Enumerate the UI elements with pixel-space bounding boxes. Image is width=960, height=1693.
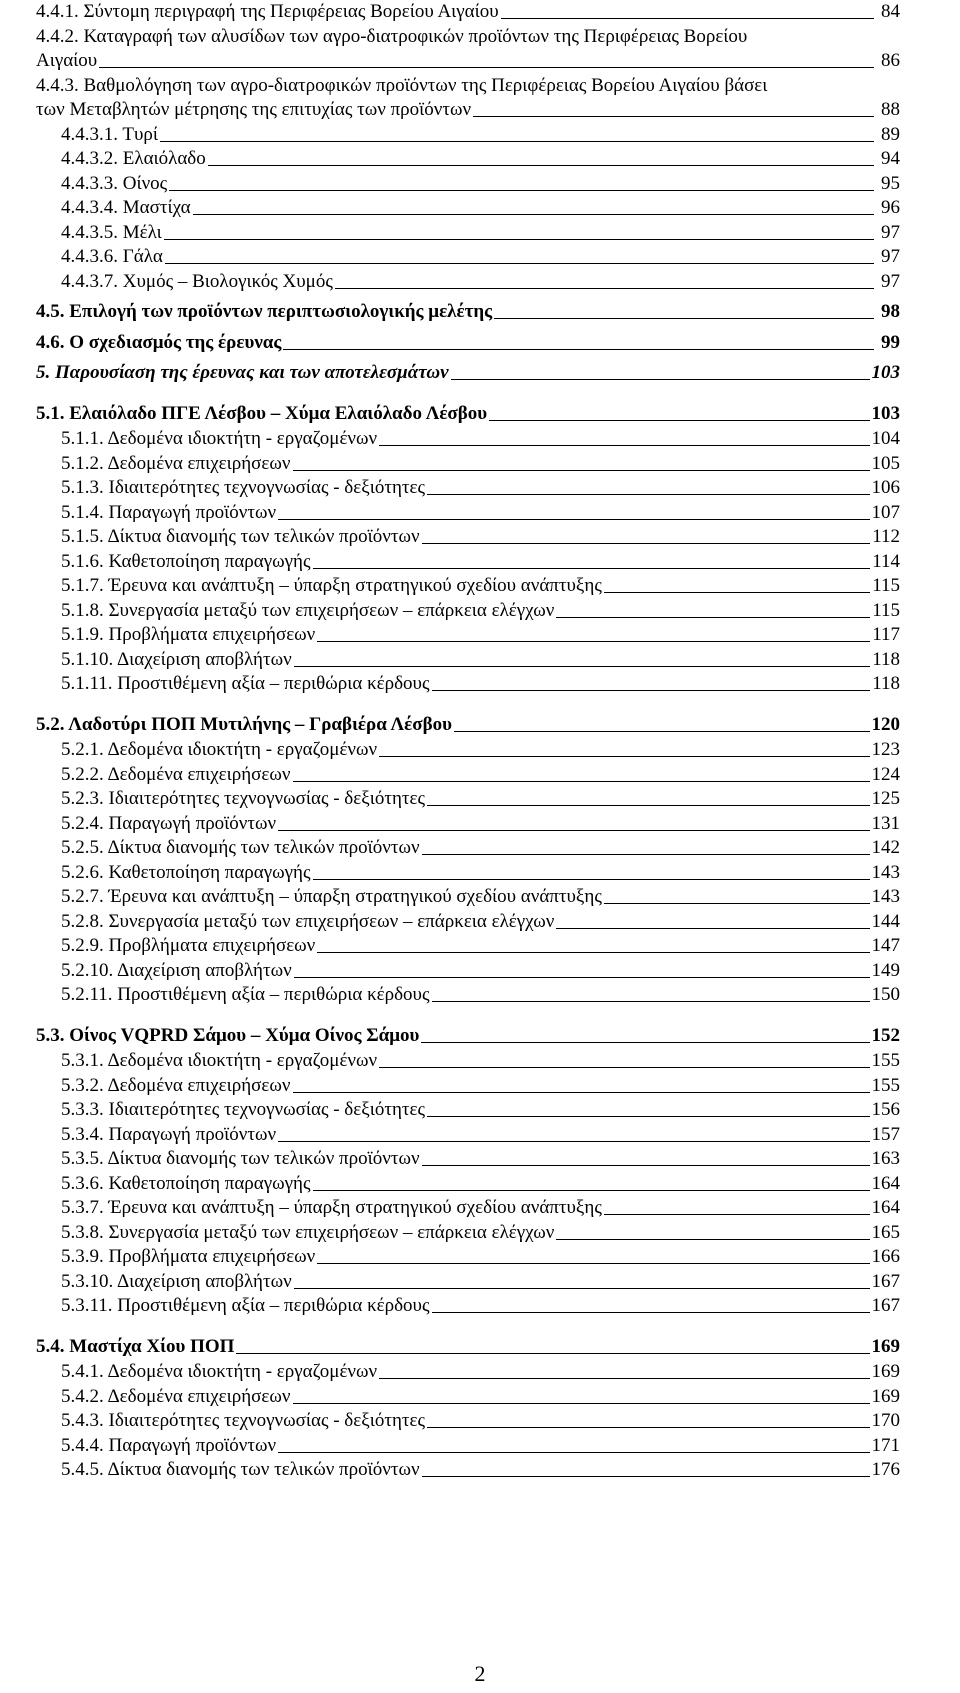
toc-entry-title: 5.2.10. Διαχείριση αποβλήτων bbox=[61, 959, 292, 981]
toc-page-number: 142 bbox=[871, 837, 900, 858]
toc-entry[interactable] bbox=[36, 98, 900, 120]
toc-entry[interactable] bbox=[61, 1074, 900, 1096]
toc-entry[interactable] bbox=[36, 0, 900, 22]
toc-page-number: 156 bbox=[871, 1099, 900, 1120]
toc-entry-title: 5.1.5. Δίκτυα διανομής των τελικών προϊόντων bbox=[61, 526, 420, 547]
toc-entry[interactable] bbox=[61, 1458, 900, 1480]
toc-entry-title: 4.4.3.6. Γάλα bbox=[61, 246, 163, 267]
toc-entry-title: 5.1.10. Διαχείριση αποβλήτων bbox=[61, 648, 292, 670]
toc-page-number: 89 bbox=[881, 123, 900, 145]
toc-entry[interactable] bbox=[61, 672, 900, 694]
toc-leader-line bbox=[293, 781, 870, 782]
toc-leader-line bbox=[160, 141, 874, 142]
toc-entry-title: 5.3.11. Προστιθέμενη αξία – περιθώρια κέρδους bbox=[61, 1295, 430, 1316]
toc-page-number: 155 bbox=[871, 1050, 900, 1071]
toc-entry[interactable] bbox=[61, 525, 900, 547]
toc-leader-line bbox=[208, 165, 874, 166]
toc-leader-line bbox=[294, 666, 870, 667]
toc-entry-title: των Μεταβλητών μέτρησης της επιτυχίας των προϊόντων bbox=[36, 99, 472, 120]
toc-leader-line bbox=[556, 617, 870, 618]
toc-leader-line bbox=[379, 1067, 869, 1068]
toc-entry[interactable] bbox=[61, 147, 900, 169]
toc-leader-line bbox=[489, 420, 869, 421]
toc-entry[interactable] bbox=[36, 361, 900, 383]
toc-leader-line bbox=[451, 379, 870, 380]
toc-page-number: 104 bbox=[871, 428, 900, 449]
page-number: 2 bbox=[474, 1661, 486, 1686]
toc-entry-title: 5.4.3. Ιδιαιτερότητες τεχνογνωσίας - δεξιότητες bbox=[61, 1410, 426, 1431]
toc-entry-title: 5.4.2. Δεδομένα επιχειρήσεων bbox=[61, 1385, 291, 1407]
toc-entry-title: 5.1.8. Συνεργασία μεταξύ των επιχειρήσεων – επάρκεια ελέγχων bbox=[61, 599, 555, 621]
toc-leader-line bbox=[501, 18, 874, 19]
toc-entry[interactable] bbox=[61, 1434, 900, 1456]
toc-page-number: 120 bbox=[871, 713, 900, 735]
toc-entry-title: 5.3.1. Δεδομένα ιδιοκτήτη - εργαζομένων bbox=[61, 1050, 378, 1071]
toc-entry-title: 5.2.9. Προβλήματα επιχειρήσεων bbox=[61, 935, 316, 956]
toc-entry-title: 5.4.5. Δίκτυα διανομής των τελικών προϊόντων bbox=[61, 1459, 420, 1480]
toc-entry-title: 5.3.4. Παραγωγή προϊόντων bbox=[61, 1123, 277, 1145]
toc-entry[interactable] bbox=[61, 738, 900, 760]
toc-leader-line bbox=[278, 1452, 869, 1453]
toc-entry-title: 4.4.3.5. Μέλι bbox=[61, 221, 162, 243]
toc-entry[interactable] bbox=[61, 1385, 900, 1407]
toc-page-number: 169 bbox=[871, 1335, 900, 1357]
toc-page-number: 171 bbox=[871, 1434, 900, 1456]
toc-leader-line bbox=[313, 1190, 870, 1191]
toc-section-heading[interactable] bbox=[36, 1024, 900, 1046]
toc-page-number: 169 bbox=[871, 1385, 900, 1407]
toc-entry-title: 5.2.2. Δεδομένα επιχειρήσεων bbox=[61, 763, 291, 785]
toc-entry-title: 5.2. Λαδοτύρι ΠΟΠ Μυτιλήνης – Γραβιέρα Λέσβου bbox=[36, 713, 452, 735]
toc-page-number: 167 bbox=[871, 1270, 900, 1292]
toc-page-number: 165 bbox=[871, 1221, 900, 1243]
toc-leader-line bbox=[432, 1001, 870, 1002]
toc-leader-line bbox=[422, 543, 871, 544]
toc-page-number: 170 bbox=[871, 1410, 900, 1431]
toc-page-number: 96 bbox=[881, 197, 900, 218]
toc-entry[interactable] bbox=[61, 934, 900, 956]
toc-section-heading[interactable] bbox=[36, 1335, 900, 1357]
toc-entry[interactable] bbox=[61, 501, 900, 523]
toc-entry-title-line: 4.4.2. Καταγραφή των αλυσίδων των αγρο-διατροφικών προϊόντων της Περιφέρειας Βορείου bbox=[36, 25, 748, 47]
toc-entry[interactable] bbox=[61, 245, 900, 267]
toc-leader-line bbox=[454, 731, 870, 732]
toc-page-number: 166 bbox=[871, 1246, 900, 1267]
toc-entry[interactable] bbox=[61, 983, 900, 1005]
toc-entry-title: 4.5. Επιλογή των προϊόντων περιπτωσιολογικής μελέτης bbox=[36, 301, 493, 322]
toc-entry[interactable] bbox=[61, 1098, 900, 1120]
toc-entry-title: 4.4.3.4. Μαστίχα bbox=[61, 197, 191, 218]
toc-leader-line bbox=[293, 1403, 870, 1404]
toc-entry[interactable] bbox=[61, 574, 900, 596]
toc-page-number: 157 bbox=[871, 1123, 900, 1145]
toc-page-number: 118 bbox=[872, 673, 900, 694]
toc-entry-title: 5.3.6. Καθετοποίηση παραγωγής bbox=[61, 1172, 311, 1194]
toc-entry[interactable] bbox=[61, 427, 900, 449]
toc-entry[interactable] bbox=[36, 331, 900, 353]
toc-leader-line bbox=[283, 349, 874, 350]
toc-page-number: 164 bbox=[871, 1172, 900, 1194]
toc-page-number: 147 bbox=[871, 935, 900, 956]
toc-entry-title: 4.6. Ο σχεδιασμός της έρευνας bbox=[36, 331, 282, 353]
toc-page-number: 176 bbox=[871, 1459, 900, 1480]
toc-page-number: 99 bbox=[881, 331, 900, 353]
toc-leader-line bbox=[294, 1288, 870, 1289]
toc-entry-title: 5.2.4. Παραγωγή προϊόντων bbox=[61, 812, 277, 834]
toc-leader-line bbox=[99, 67, 874, 68]
toc-entry-title: 5.1. Ελαιόλαδο ΠΓΕ Λέσβου – Χύμα Ελαιόλαδο Λέσβου bbox=[36, 402, 488, 424]
toc-page-number: 152 bbox=[871, 1024, 900, 1046]
toc-section-heading[interactable] bbox=[36, 713, 900, 735]
toc-entry-title-line: 4.4.3. Βαθμολόγηση των αγρο-διατροφικών προϊόντων της Περιφέρειας Βορείου Αιγαίου βάσει bbox=[36, 74, 768, 96]
toc-entry[interactable] bbox=[61, 623, 900, 645]
toc-entry-title: 5.4.1. Δεδομένα ιδιοκτήτη - εργαζομένων bbox=[61, 1361, 378, 1382]
toc-page-number: 155 bbox=[871, 1074, 900, 1096]
toc-leader-line bbox=[313, 879, 870, 880]
toc-entry[interactable] bbox=[61, 1172, 900, 1194]
toc-entry-title: Αιγαίου bbox=[36, 50, 98, 71]
toc-entry[interactable] bbox=[61, 812, 900, 834]
toc-entry-title: 5.2.6. Καθετοποίηση παραγωγής bbox=[61, 861, 311, 883]
toc-entry[interactable] bbox=[61, 836, 900, 858]
toc-leader-line bbox=[604, 1214, 870, 1215]
toc-leader-line bbox=[604, 592, 870, 593]
toc-page-number: 103 bbox=[871, 362, 900, 383]
toc-entry-title: 5.2.8. Συνεργασία μεταξύ των επιχειρήσεων – επάρκεια ελέγχων bbox=[61, 910, 555, 932]
toc-page-number: 131 bbox=[871, 812, 900, 834]
toc-entry-title: 5.3. Οίνος VQPRD Σάμου – Χύμα Οίνος Σάμου bbox=[36, 1024, 420, 1046]
toc-leader-line bbox=[379, 445, 869, 446]
toc-leader-line bbox=[278, 830, 869, 831]
toc-page-number: 143 bbox=[871, 861, 900, 883]
toc-entry[interactable] bbox=[61, 1245, 900, 1267]
toc-page-number: 114 bbox=[872, 550, 900, 572]
toc-page-number: 98 bbox=[881, 301, 900, 322]
toc-entry-title: 4.4.3.3. Οίνος bbox=[61, 172, 168, 194]
toc-page-number: 169 bbox=[871, 1361, 900, 1382]
toc-page-number: 97 bbox=[881, 221, 900, 243]
toc-page-number: 163 bbox=[871, 1148, 900, 1169]
toc-entry[interactable] bbox=[61, 1123, 900, 1145]
toc-entry-title: 4.4.3.7. Χυμός – Βιολογικός Χυμός bbox=[61, 270, 333, 292]
toc-page-number: 95 bbox=[881, 172, 900, 194]
toc-entry-title: 5.2.3. Ιδιαιτερότητες τεχνογνωσίας - δεξιότητες bbox=[61, 788, 426, 809]
toc-entry[interactable] bbox=[61, 1221, 900, 1243]
toc-page-number: 97 bbox=[881, 246, 900, 267]
toc-leader-line bbox=[293, 470, 870, 471]
toc-entry-title: 5.3.7. Έρευνα και ανάπτυξη – ύπαρξη στρατηγικού σχεδίου ανάπτυξης bbox=[61, 1197, 602, 1218]
toc-entry[interactable] bbox=[61, 763, 900, 785]
toc-entry-title: 5.4.4. Παραγωγή προϊόντων bbox=[61, 1434, 277, 1456]
toc-page-number: 124 bbox=[871, 763, 900, 785]
toc-page-number: 88 bbox=[881, 99, 900, 120]
toc-leader-line bbox=[432, 690, 871, 691]
toc-page-number: 123 bbox=[871, 739, 900, 760]
toc-leader-line bbox=[317, 641, 870, 642]
toc-entry-title: 5.2.7. Έρευνα και ανάπτυξη – ύπαρξη στρατηγικού σχεδίου ανάπτυξης bbox=[61, 886, 602, 907]
toc-entry-title: 5.2.11. Προστιθέμενη αξία – περιθώρια κέρδους bbox=[61, 984, 430, 1005]
toc-leader-line bbox=[422, 854, 870, 855]
toc-entry[interactable] bbox=[61, 1360, 900, 1382]
toc-page-number: 112 bbox=[872, 526, 900, 547]
toc-leader-line bbox=[317, 952, 869, 953]
toc-entry-title: 5.2.1. Δεδομένα ιδιοκτήτη - εργαζομένων bbox=[61, 739, 378, 760]
toc-leader-line bbox=[379, 756, 869, 757]
toc-leader-line bbox=[169, 190, 874, 191]
toc-entry[interactable] bbox=[61, 1270, 900, 1292]
toc-entry-title: 4.4.1. Σύντομη περιγραφή της Περιφέρειας Βορείου Αιγαίου bbox=[36, 1, 499, 22]
toc-entry[interactable] bbox=[61, 599, 900, 621]
toc-entry-title: 4.4.3.1. Τυρί bbox=[61, 123, 159, 145]
toc-leader-line bbox=[236, 1353, 869, 1354]
toc-leader-line bbox=[432, 1312, 870, 1313]
toc-entry[interactable] bbox=[61, 885, 900, 907]
toc-page-number: 86 bbox=[881, 50, 900, 71]
toc-entry[interactable] bbox=[61, 452, 900, 474]
toc-page-number: 144 bbox=[871, 910, 900, 932]
toc-entry-title: 5.2.5. Δίκτυα διανομής των τελικών προϊόντων bbox=[61, 837, 420, 858]
toc-entry[interactable] bbox=[61, 221, 900, 243]
toc-section-heading[interactable] bbox=[36, 402, 900, 424]
toc-leader-line bbox=[556, 928, 869, 929]
toc-entry-title: 5.3.3. Ιδιαιτερότητες τεχνογνωσίας - δεξιότητες bbox=[61, 1099, 426, 1120]
toc-leader-line bbox=[427, 805, 869, 806]
toc-page-number: 107 bbox=[871, 501, 900, 523]
toc-entry-title: 5.1.4. Παραγωγή προϊόντων bbox=[61, 501, 277, 523]
toc-leader-line bbox=[379, 1378, 869, 1379]
toc-entry-title: 4.4.3.2. Ελαιόλαδο bbox=[61, 148, 206, 169]
toc-leader-line bbox=[317, 1263, 869, 1264]
toc-leader-line bbox=[604, 903, 870, 904]
toc-page-number: 105 bbox=[871, 452, 900, 474]
toc-leader-line bbox=[494, 318, 874, 319]
toc-entry[interactable] bbox=[61, 1049, 900, 1071]
toc-entry[interactable] bbox=[61, 123, 900, 145]
toc-leader-line bbox=[427, 1116, 869, 1117]
toc-entry[interactable] bbox=[36, 49, 900, 71]
toc-page-number: 84 bbox=[881, 1, 900, 22]
toc-leader-line bbox=[427, 1427, 869, 1428]
toc-leader-line bbox=[313, 568, 871, 569]
toc-page-number: 143 bbox=[871, 886, 900, 907]
toc-page-number: 164 bbox=[871, 1197, 900, 1218]
toc-entry[interactable] bbox=[61, 172, 900, 194]
toc-page-number: 103 bbox=[871, 402, 900, 424]
toc-entry[interactable] bbox=[61, 196, 900, 218]
toc-page-number: 118 bbox=[872, 648, 900, 670]
toc-entry-title: 5.1.11. Προστιθέμενη αξία – περιθώρια κέρδους bbox=[61, 673, 430, 694]
toc-entry[interactable] bbox=[61, 1147, 900, 1169]
toc-page-number: 97 bbox=[881, 270, 900, 292]
toc-leader-line bbox=[165, 263, 874, 264]
toc-page-number: 94 bbox=[881, 148, 900, 169]
toc-entry-title: 5.1.1. Δεδομένα ιδιοκτήτη - εργαζομένων bbox=[61, 428, 378, 449]
toc-entry[interactable] bbox=[61, 476, 900, 498]
toc-entry-title: 5.3.9. Προβλήματα επιχειρήσεων bbox=[61, 1246, 316, 1267]
toc-leader-line bbox=[422, 1476, 870, 1477]
toc-entry-title: 5.1.9. Προβλήματα επιχειρήσεων bbox=[61, 624, 316, 645]
toc-entry[interactable] bbox=[61, 270, 900, 292]
toc-entry-title: 5.3.5. Δίκτυα διανομής των τελικών προϊόντων bbox=[61, 1148, 420, 1169]
toc-page-number: 115 bbox=[872, 575, 900, 596]
toc-entry[interactable] bbox=[36, 300, 900, 322]
toc-page-number: 150 bbox=[871, 984, 900, 1005]
toc-leader-line bbox=[473, 116, 874, 117]
toc-leader-line bbox=[278, 1141, 869, 1142]
toc-entry-title: 5.1.7. Έρευνα και ανάπτυξη – ύπαρξη στρατηγικού σχεδίου ανάπτυξης bbox=[61, 575, 602, 596]
toc-entry[interactable] bbox=[61, 1196, 900, 1218]
toc-entry-title: 5.3.10. Διαχείριση αποβλήτων bbox=[61, 1270, 292, 1292]
toc-leader-line bbox=[193, 214, 874, 215]
toc-entry-title: 5.4. Μαστίχα Χίου ΠΟΠ bbox=[36, 1335, 235, 1357]
toc-entry[interactable] bbox=[61, 1409, 900, 1431]
toc-leader-line bbox=[278, 519, 869, 520]
toc-entry[interactable] bbox=[61, 648, 900, 670]
toc-entry-title: 5.1.6. Καθετοποίηση παραγωγής bbox=[61, 550, 311, 572]
toc-leader-line bbox=[427, 494, 869, 495]
toc-page-number: 115 bbox=[872, 599, 900, 621]
toc-leader-line bbox=[422, 1165, 870, 1166]
toc-entry-title: 5.3.8. Συνεργασία μεταξύ των επιχειρήσεων – επάρκεια ελέγχων bbox=[61, 1221, 555, 1243]
toc-entry-title: 5.1.2. Δεδομένα επιχειρήσεων bbox=[61, 452, 291, 474]
toc-leader-line bbox=[164, 239, 874, 240]
toc-entry[interactable] bbox=[61, 861, 900, 883]
toc-page-number: 106 bbox=[871, 477, 900, 498]
toc-page-number: 125 bbox=[871, 788, 900, 809]
toc-entry[interactable] bbox=[61, 1294, 900, 1316]
toc-entry-title: 5.1.3. Ιδιαιτερότητες τεχνογνωσίας - δεξιότητες bbox=[61, 477, 426, 498]
toc-entry[interactable] bbox=[61, 910, 900, 932]
toc-leader-line bbox=[293, 1092, 870, 1093]
toc-page-number: 167 bbox=[871, 1295, 900, 1316]
toc-page-number: 117 bbox=[872, 624, 900, 645]
toc-page-number: 149 bbox=[871, 959, 900, 981]
toc-entry[interactable] bbox=[61, 787, 900, 809]
toc-leader-line bbox=[294, 977, 870, 978]
toc-leader-line bbox=[335, 288, 874, 289]
toc-entry-title: 5. Παρουσίαση της έρευνας και των αποτελεσμάτων bbox=[36, 362, 449, 383]
toc-leader-line bbox=[421, 1042, 869, 1043]
toc-leader-line bbox=[556, 1239, 869, 1240]
toc-entry-title: 5.3.2. Δεδομένα επιχειρήσεων bbox=[61, 1074, 291, 1096]
toc-entry[interactable] bbox=[61, 959, 900, 981]
toc-entry[interactable] bbox=[61, 550, 900, 572]
